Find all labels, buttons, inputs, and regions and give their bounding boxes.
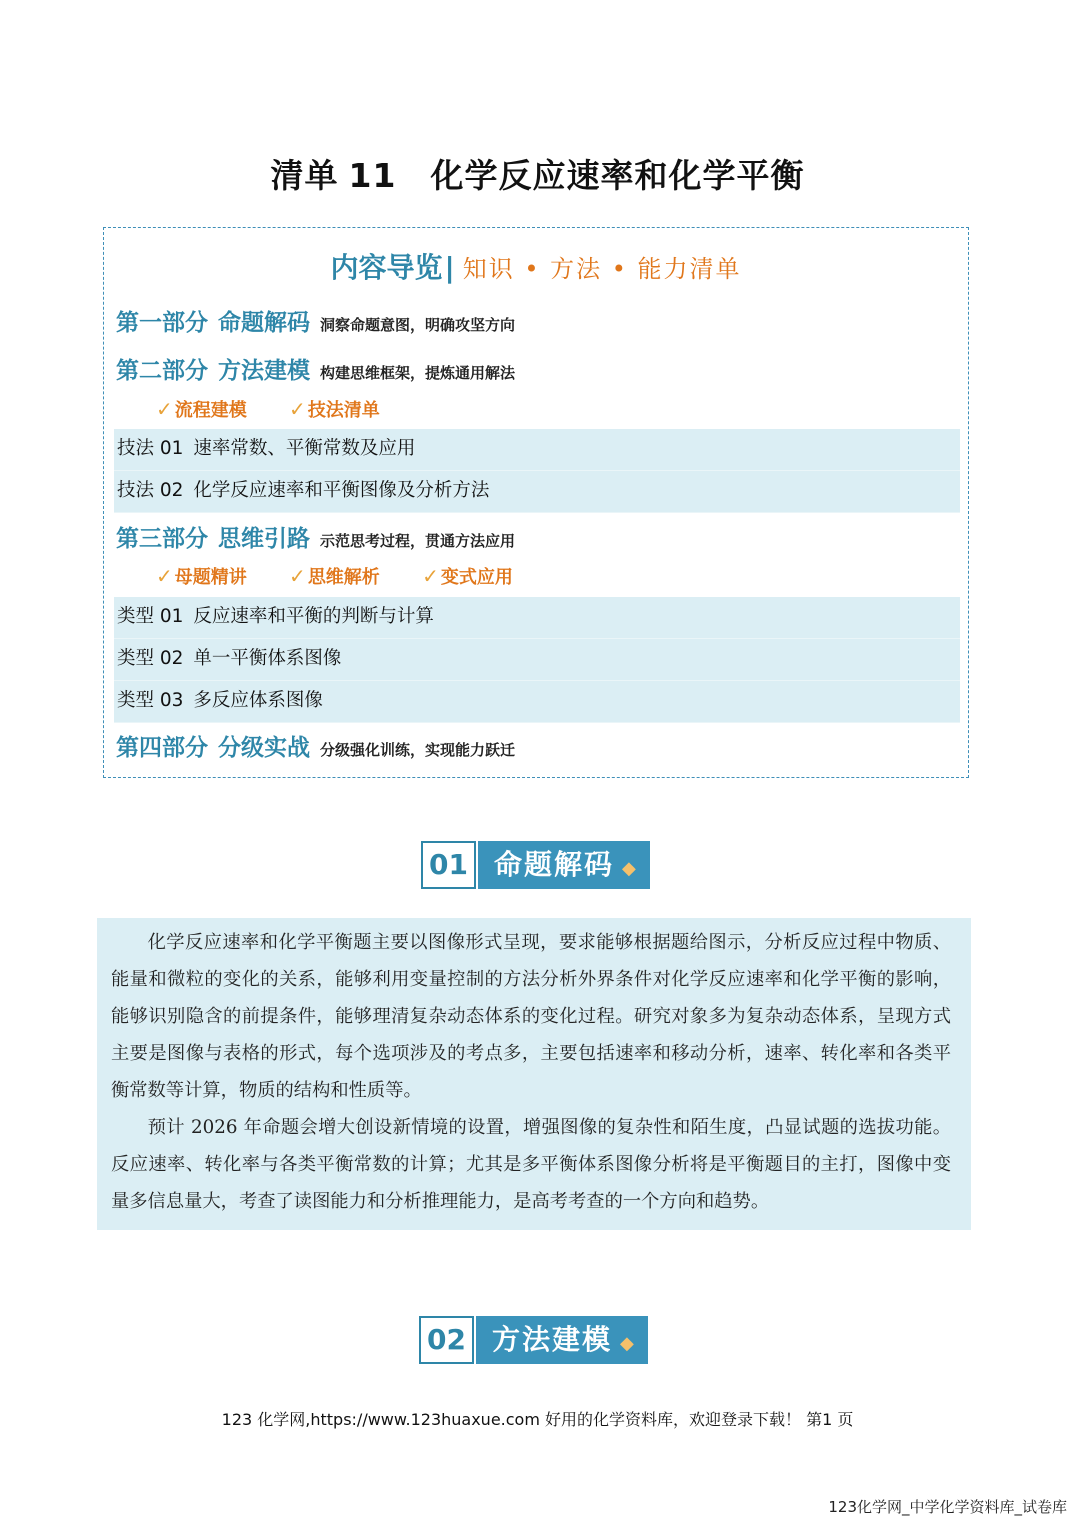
check-label: 变式应用 [440, 567, 513, 588]
type-row[interactable] [114, 681, 960, 723]
page-title [0, 150, 1075, 197]
type-code: 类型 03 [117, 690, 184, 711]
part2-line[interactable] [116, 352, 515, 385]
technique-text: 速率常数、平衡常数及应用 [193, 438, 416, 459]
type-row[interactable] [114, 639, 960, 681]
part1-desc: 洞察命题意图，明确攻坚方向 [320, 316, 516, 334]
intro-paragraph-1: 化学反应速率和化学平衡题主要以图像形式呈现，要求能够根据题给图示，分析反应过程中物质、能量和微粒的变化的关系，能够利用变量控制的方法分析外界条件对化学反应速率和化学平衡的影响，能够识别隐含的前提条件，能够理清复杂动态体系的变化过程。研究对象多为复杂动态体系，呈现方式主要是图像与表格的形式，每个选项涉及的考点多，主要包括速率和移动分析，速率、转化率和各类平衡常数等计算，物质的结构和性质等。 [111, 932, 951, 1101]
check-label: 母题精讲 [174, 567, 247, 588]
diamond-icon: ◆ [622, 858, 636, 879]
diamond-icon: ◆ [620, 1333, 634, 1354]
check-label: 流程建模 [174, 400, 247, 421]
section1-badge [421, 841, 650, 889]
page-footer: 123 化学网,https://www.123huaxue.com 好用的化学资料库，欢迎登录下载！ 第1 页 [221, 1410, 854, 1429]
part3-desc: 示范思考过程，贯通方法应用 [320, 532, 516, 550]
type-text: 反应速率和平衡的判断与计算 [193, 606, 434, 627]
part1-name: 命题解码 [218, 310, 310, 336]
section2-label-box [476, 1316, 648, 1364]
check-icon: ✓ [156, 397, 173, 421]
section2-label: 方法建模 [492, 1323, 613, 1356]
part3-line[interactable] [116, 520, 515, 553]
section2-badge [419, 1316, 648, 1364]
section1-number: 01 [421, 841, 476, 889]
part3-checks [156, 563, 549, 589]
part4-label: 第四部分 [116, 735, 208, 761]
title-text: 化学反应速率和化学平衡 [430, 156, 805, 195]
types-band [114, 597, 960, 723]
technique-code: 技法 01 [117, 438, 184, 459]
type-code: 类型 02 [117, 648, 184, 669]
part1-line[interactable] [116, 304, 515, 337]
check-icon: ✓ [422, 564, 439, 588]
intro-box [97, 918, 971, 1230]
type-text: 多反应体系图像 [193, 690, 323, 711]
check-item[interactable] [289, 396, 380, 422]
section2-number: 02 [419, 1316, 474, 1364]
type-text: 单一平衡体系图像 [193, 648, 342, 669]
part3-name: 思维引路 [218, 526, 310, 552]
part3-label: 第三部分 [116, 526, 208, 552]
check-icon: ✓ [289, 397, 306, 421]
type-code: 类型 01 [117, 606, 184, 627]
part4-desc: 分级强化训练，实现能力跃迁 [320, 741, 516, 759]
guide-header [104, 246, 968, 286]
guide-heading: 内容导览 [330, 251, 443, 284]
check-icon: ✓ [156, 564, 173, 588]
part2-desc: 构建思维框架，提炼通用解法 [320, 364, 516, 382]
check-label: 技法清单 [307, 400, 380, 421]
check-icon: ✓ [289, 564, 306, 588]
techniques-band [114, 429, 960, 513]
technique-row[interactable] [114, 429, 960, 471]
type-row[interactable] [114, 597, 960, 639]
part2-label: 第二部分 [116, 358, 208, 384]
check-item[interactable] [156, 563, 247, 589]
check-item[interactable] [422, 563, 513, 589]
part2-checks [156, 396, 416, 422]
section1-label: 命题解码 [494, 848, 615, 881]
part1-label: 第一部分 [116, 310, 208, 336]
part2-name: 方法建模 [218, 358, 310, 384]
guide-bar: | [444, 251, 455, 284]
technique-code: 技法 02 [117, 480, 184, 501]
check-item[interactable] [289, 563, 380, 589]
part4-line[interactable] [116, 729, 515, 762]
title-prefix: 清单 [270, 156, 339, 195]
technique-row[interactable] [114, 471, 960, 513]
part4-name: 分级实战 [218, 735, 310, 761]
section1-label-box [478, 841, 650, 889]
title-number: 11 [348, 156, 397, 195]
technique-text: 化学反应速率和平衡图像及分析方法 [193, 480, 490, 501]
check-item[interactable] [156, 396, 247, 422]
watermark: 123化学网_中学化学资料库_试卷库 [828, 1498, 1067, 1516]
check-label: 思维解析 [307, 567, 380, 588]
guide-subheading: 知识 • 方法 • 能力清单 [462, 255, 742, 283]
content-guide-box [103, 227, 969, 778]
intro-paragraph-2: 预计 2026 年命题会增大创设新情境的设置，增强图像的复杂性和陌生度，凸显试题的选拔功能。反应速率、转化率与各类平衡常数的计算；尤其是多平衡体系图像分析将是平衡题目的主打，图像中变量多信息量大，考查了读图能力和分析推理能力，是高考考查的一个方向和趋势。 [111, 1117, 951, 1212]
